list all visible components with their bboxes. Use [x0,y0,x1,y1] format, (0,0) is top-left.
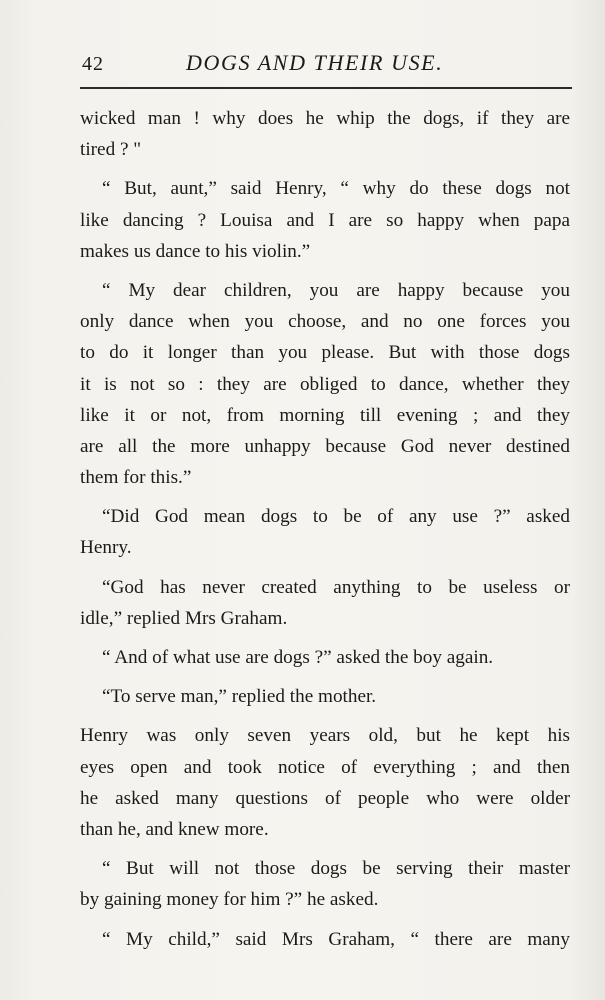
text-line: wicked man ! why does he whip the dogs, if they are [80,108,570,129]
text-line: like it or not, from morning till evening ; and they [80,404,570,426]
text-line: like dancing ? Louisa and I are so happy when papa [80,209,570,231]
text-line: “To serve man,” replied the mother. [102,686,377,708]
text-line: “ But, aunt,” said Henry, “ why do these dogs not [102,178,570,200]
text-line: “God has never created anything to be useless or [102,576,570,598]
paragraph [80,720,570,845]
body-text [80,103,570,955]
text-line: “ My child,” said Mrs Graham, “ there are many [102,928,570,950]
page-header [82,50,570,80]
paragraph [80,103,570,165]
text-line: it is not so : they are obliged to dance, whether they [80,373,570,395]
text-line: idle,” replied Mrs Graham. [80,607,288,629]
paragraph [80,853,570,915]
running-title: DOGS AND THEIR USE. [186,50,444,75]
paragraph [80,572,570,634]
paragraph [80,275,570,493]
text-line: by gaining money for him ?” he asked. [80,889,379,911]
paragraph [80,642,570,673]
text-line: “ My dear children, you are happy because you [102,279,570,301]
paragraph [80,924,570,955]
text-line: “Did God mean dogs to be of any use ?” asked [102,506,570,528]
text-line: than he, and knew more. [80,818,269,840]
paragraph [80,501,570,563]
paragraph [80,173,570,267]
text-line: Henry was only seven years old, but he kept his [80,725,570,747]
text-line: makes us dance to his violin.” [80,240,311,262]
text-line: them for this.” [80,467,192,489]
paragraph [80,681,570,712]
text-line: only dance when you choose, and no one forces you [80,311,570,333]
header-rule [80,87,572,89]
text-line: tired ? " [80,139,142,161]
text-line: “ But will not those dogs be serving their master [102,858,570,880]
text-line: Henry. [80,537,132,559]
text-line: “ And of what use are dogs ?” asked the boy again. [102,647,494,668]
text-line: he asked many questions of people who were older [80,787,570,809]
text-line: eyes open and took notice of everything ; and then [80,756,570,778]
page-number: 42 [82,53,104,75]
text-line: to do it longer than you please. But with those dogs [80,342,570,364]
text-line: are all the more unhappy because God never destined [80,435,570,457]
